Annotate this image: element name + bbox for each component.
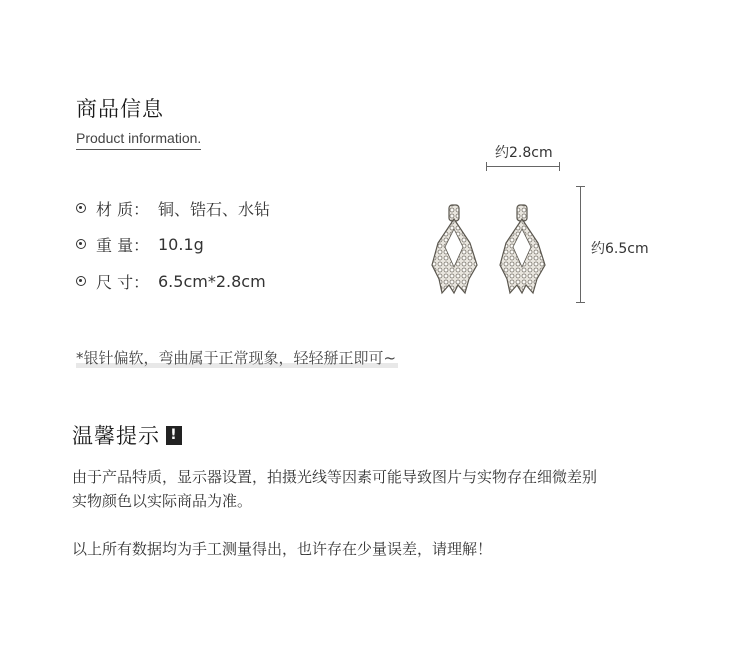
tips-line: 由于产品特质，显示器设置，拍摄光线等因素可能导致图片与实物存在细微差别	[72, 468, 598, 486]
spec-label: 重 量：	[96, 235, 150, 255]
width-dimension-line	[486, 166, 560, 167]
width-dimension-label: 约2.8cm	[495, 145, 553, 161]
exclamation-icon: !	[166, 426, 182, 445]
spec-value: 6.5cm*2.8cm	[158, 271, 266, 291]
spec-label: 尺 寸：	[96, 272, 150, 292]
tips-heading	[72, 420, 182, 450]
tips-line: 以上所有数据均为手工测量得出，也许存在少量误差，请理解！	[72, 540, 493, 558]
circle-bullet-icon	[76, 276, 86, 286]
spec-value: 10.1g	[158, 234, 204, 254]
spec-weight	[76, 232, 204, 256]
earrings-product-image	[425, 195, 565, 300]
width-dimension-tick-left	[486, 162, 487, 171]
section-title: 商品信息	[76, 97, 164, 121]
spec-size	[76, 269, 266, 293]
height-dimension-tick-bottom	[576, 302, 585, 303]
tips-line: 实物颜色以实际商品为准。	[72, 492, 253, 510]
circle-bullet-icon	[76, 203, 86, 213]
spec-value: 铜、锆石、水钻	[158, 199, 271, 219]
height-dimension-label: 约6.5cm	[591, 241, 649, 257]
height-dimension-line	[580, 186, 581, 303]
circle-bullet-icon	[76, 239, 86, 249]
left-earring	[432, 205, 477, 293]
height-dimension-tick-top	[576, 186, 585, 187]
spec-material	[76, 196, 270, 220]
width-dimension-tick-right	[559, 162, 560, 171]
right-earring	[500, 205, 545, 293]
tips-title: 温馨提示	[72, 424, 160, 448]
section-subtitle: Product information.	[76, 130, 201, 150]
care-note: *银针偏软，弯曲属于正常现象，轻轻掰正即可~	[76, 349, 397, 367]
spec-label: 材 质：	[96, 199, 150, 219]
